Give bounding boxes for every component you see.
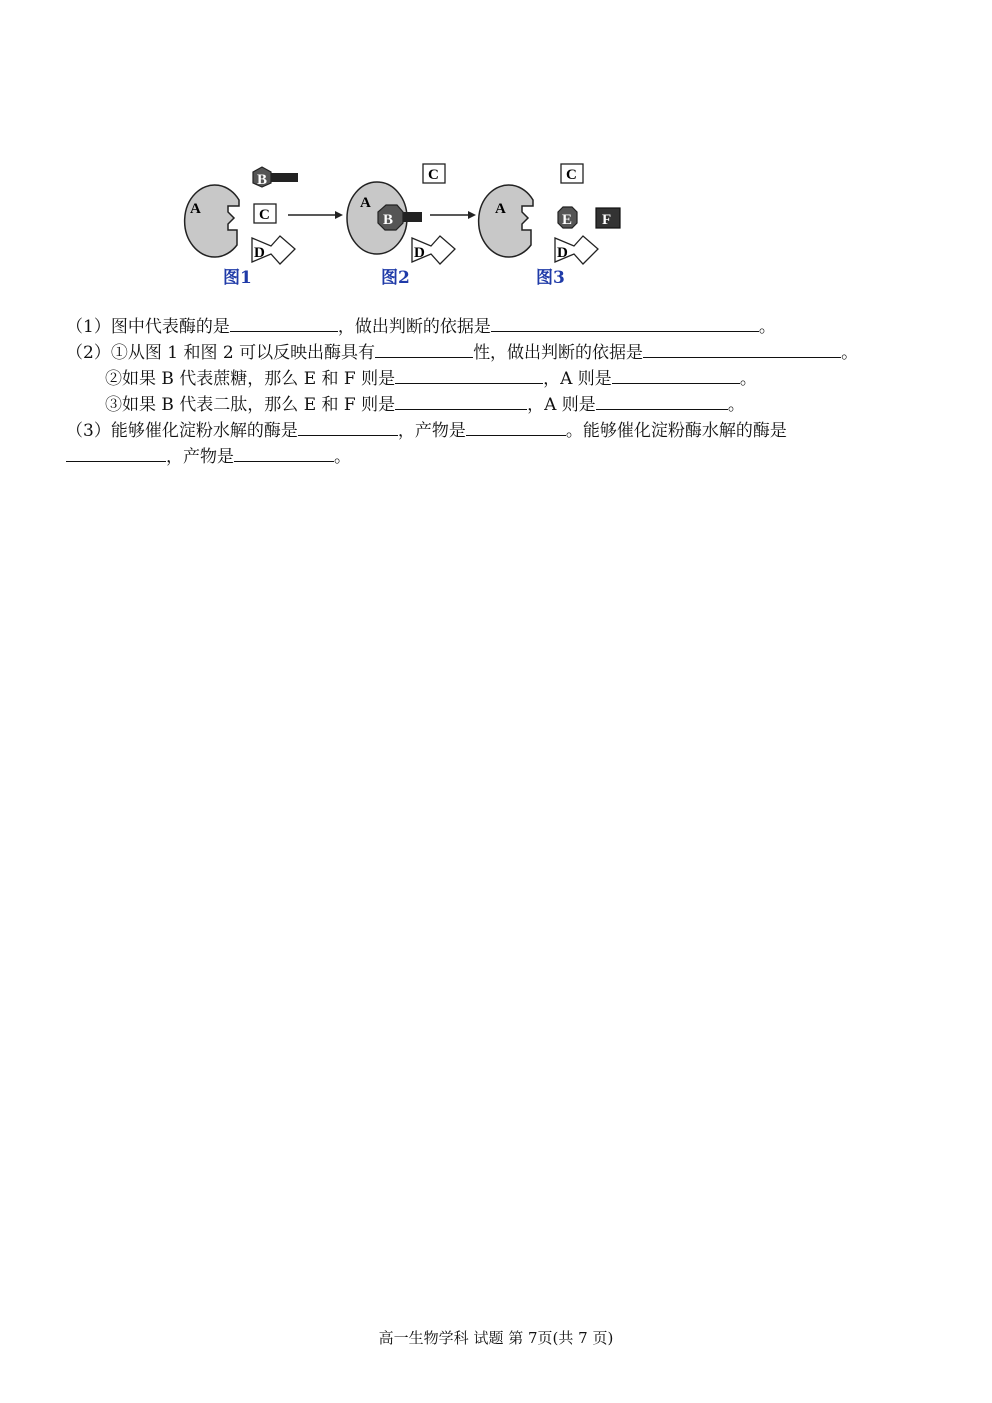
answer-blank-2-2[interactable]	[643, 339, 841, 358]
answer-blank-2-3[interactable]	[395, 365, 543, 384]
question-2-1-text-a: （2）①从图 1 和图 2 可以反映出酶具有	[66, 343, 376, 363]
label-e-fig3: E	[562, 212, 573, 228]
question-2-2	[105, 365, 757, 391]
question-1-end: 。	[758, 317, 776, 337]
label-b-fig1: B	[257, 172, 268, 188]
fig3-caption: 图3	[536, 268, 565, 288]
question-2-3-end: 。	[727, 395, 745, 415]
answer-blank-1-1[interactable]	[230, 313, 338, 332]
label-a-fig3: A	[495, 201, 506, 217]
enzyme-a-fig1	[185, 185, 239, 257]
question-3-text-d: ，产物是	[166, 447, 234, 467]
substrate-b-tail-fig1	[271, 173, 298, 182]
question-2-3	[105, 391, 745, 417]
label-a-fig2: A	[360, 195, 371, 211]
fig1-caption: 图1	[223, 268, 252, 288]
enzyme-a-fig3	[479, 185, 533, 257]
question-3-text-a: （3）能够催化淀粉水解的酶是	[66, 421, 298, 441]
figure-3	[479, 164, 620, 288]
page-footer: 高一生物学科 试题 第 7页(共 7 页)	[378, 1329, 614, 1347]
figure-1	[185, 167, 298, 288]
arrow-2	[430, 211, 476, 219]
fig2-caption: 图2	[381, 268, 410, 288]
answer-blank-3-1[interactable]	[298, 417, 398, 436]
question-2-2-text-a: ②如果 B 代表蔗糖，那么 E 和 F 则是	[105, 369, 396, 389]
answer-blank-2-5[interactable]	[395, 391, 527, 410]
question-3	[66, 417, 787, 443]
label-c-fig1: C	[259, 207, 270, 223]
label-c-fig3: C	[566, 167, 577, 183]
question-1	[66, 313, 776, 339]
answer-blank-2-4[interactable]	[612, 365, 740, 384]
question-2-2-end: 。	[739, 369, 757, 389]
answer-blank-1-2[interactable]	[491, 313, 759, 332]
question-1-text-a: （1）图中代表酶的是	[66, 317, 230, 337]
label-f-fig3: F	[602, 212, 612, 228]
arrow-1	[288, 211, 343, 219]
question-2-2-text-b: ，A 则是	[543, 369, 612, 389]
label-c-fig2: C	[428, 167, 439, 183]
question-3-text-b: ，产物是	[397, 421, 466, 441]
question-3-end: 。	[334, 447, 351, 467]
label-d-fig3: D	[557, 245, 568, 261]
label-d-fig2: D	[414, 245, 425, 261]
label-b-fig2: B	[383, 212, 394, 228]
answer-blank-2-1[interactable]	[375, 339, 473, 358]
question-2-3-text-b: ，A 则是	[527, 395, 596, 415]
question-2-1-text-b: 性，做出判断的依据是	[473, 343, 644, 363]
question-2-1-end: 。	[841, 343, 859, 363]
question-1-text-b: ，做出判断的依据是	[337, 317, 491, 337]
question-2-1	[66, 339, 858, 365]
answer-blank-3-4[interactable]	[234, 443, 334, 462]
question-3-continued	[66, 443, 351, 469]
substrate-b-tail-fig2	[403, 212, 422, 222]
question-2-3-text-a: ③如果 B 代表二肽，那么 E 和 F 则是	[105, 395, 396, 415]
question-3-text-c: 。能够催化淀粉酶水解的酶是	[565, 421, 787, 441]
answer-blank-3-3[interactable]	[66, 443, 166, 462]
figure-2	[347, 164, 455, 288]
enzyme-diagram	[150, 150, 650, 295]
label-a-fig1: A	[190, 201, 201, 217]
answer-blank-2-6[interactable]	[596, 391, 728, 410]
label-d-fig1: D	[254, 245, 265, 261]
answer-blank-3-2[interactable]	[466, 417, 566, 436]
